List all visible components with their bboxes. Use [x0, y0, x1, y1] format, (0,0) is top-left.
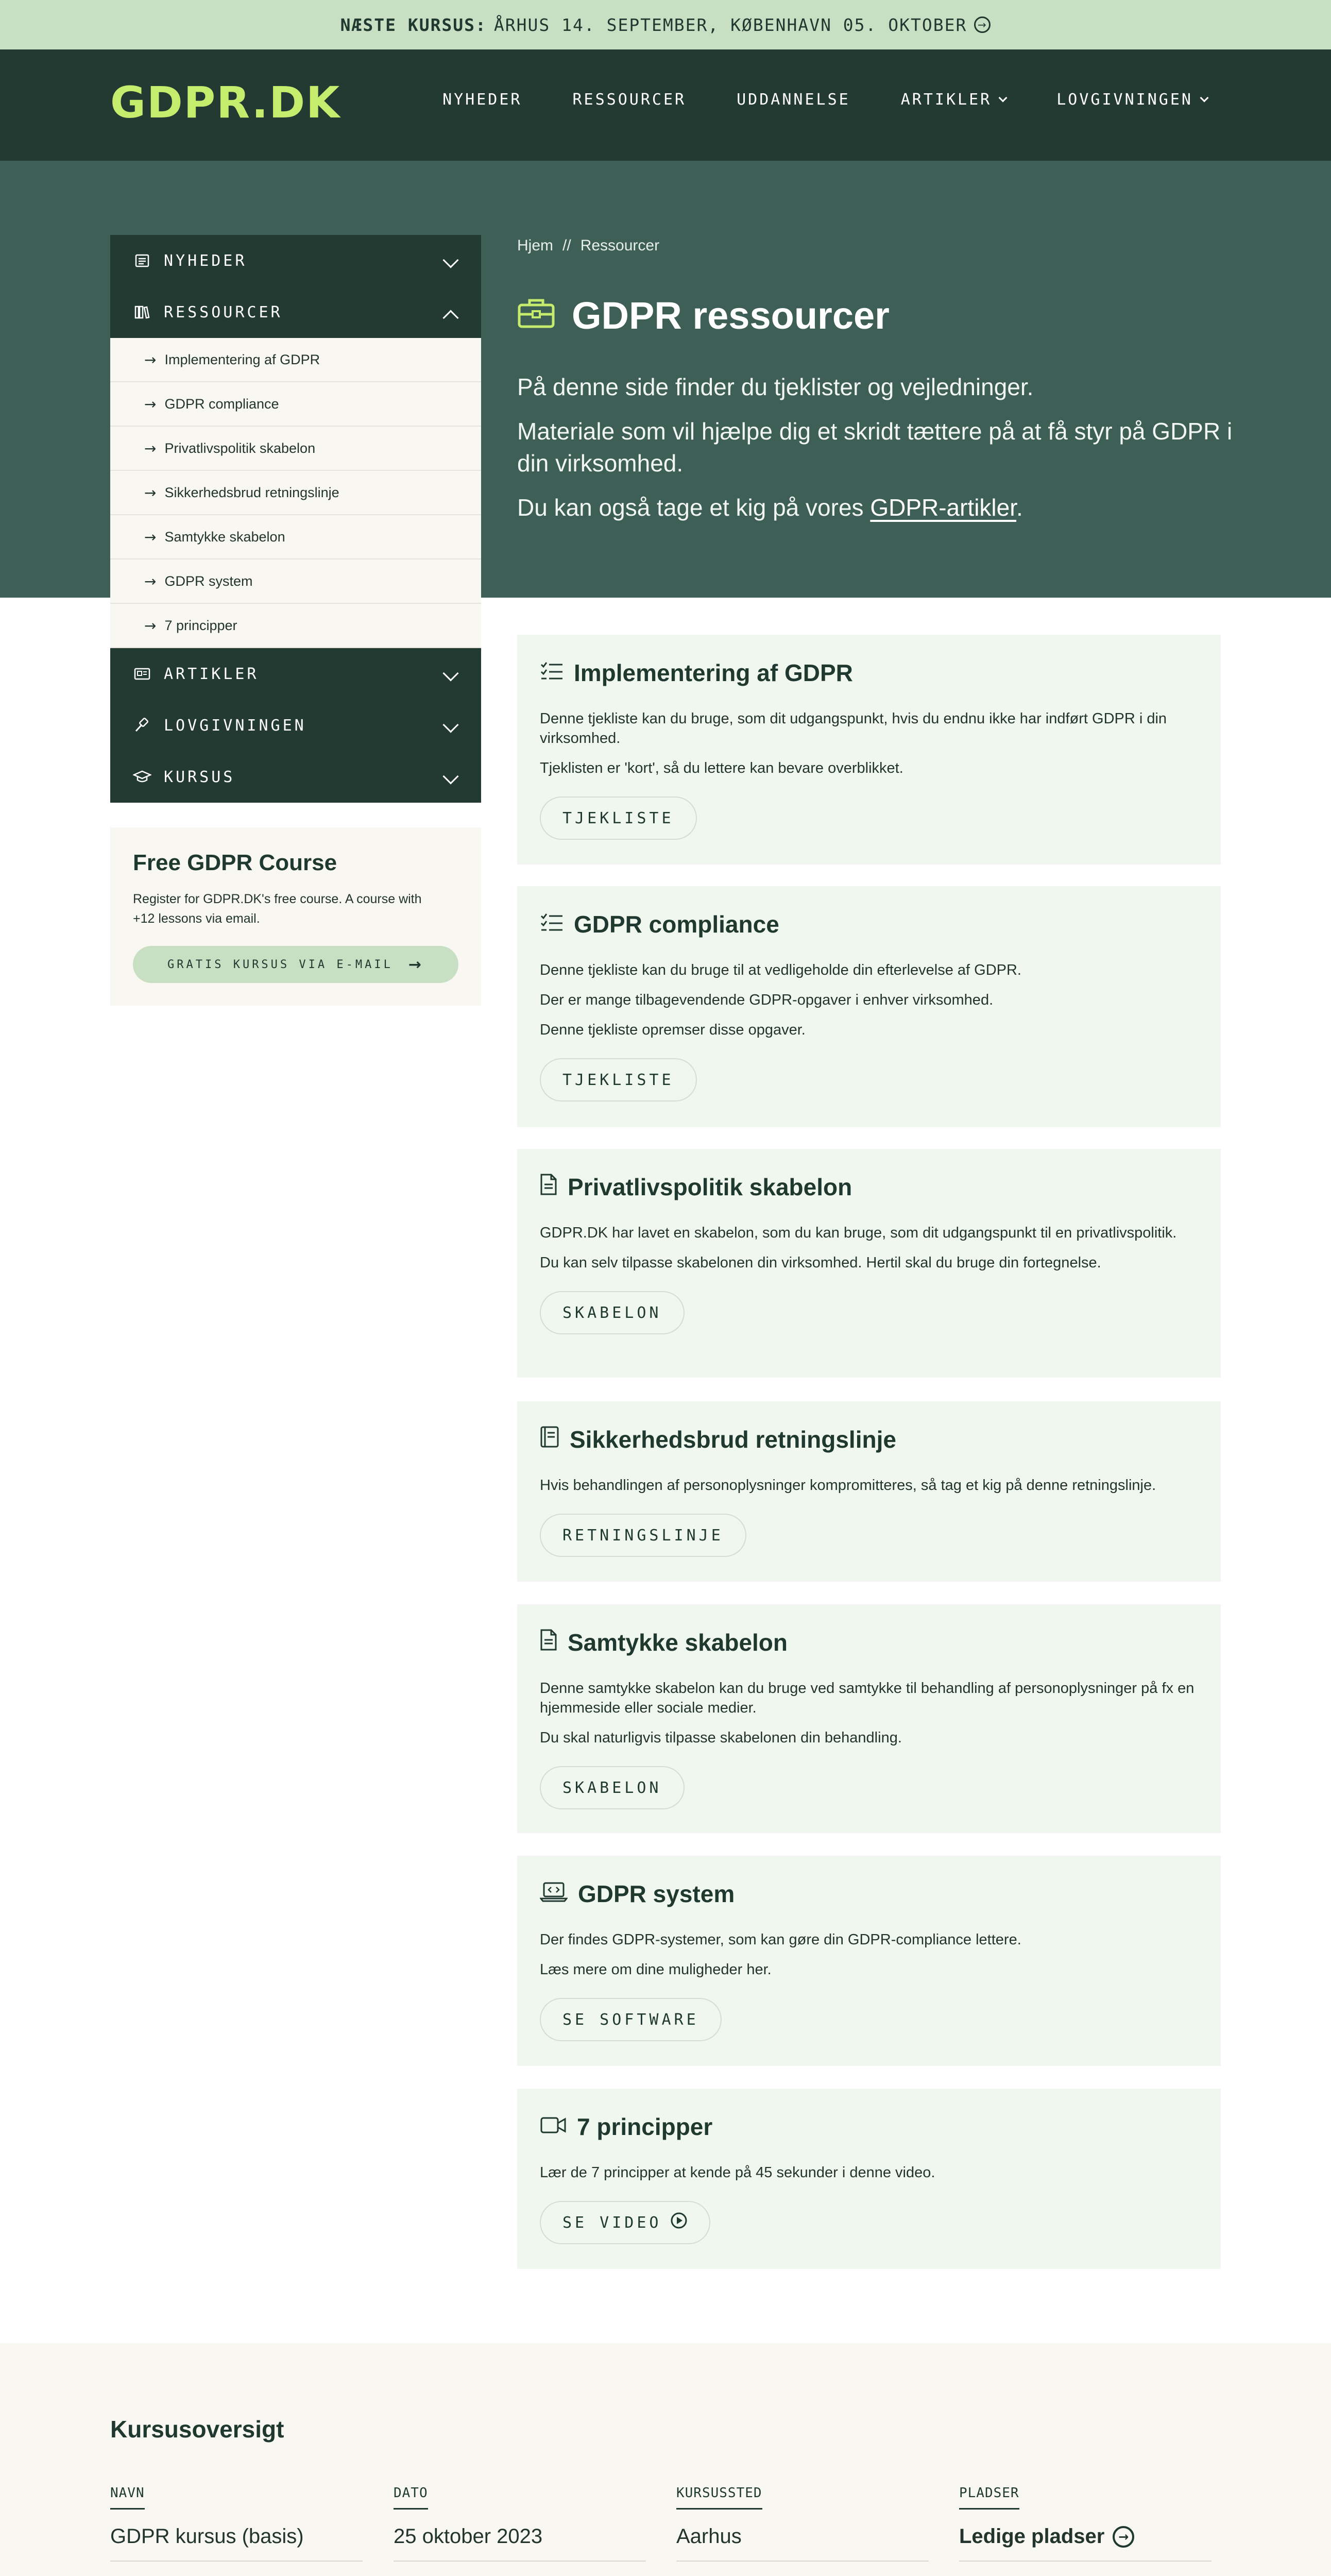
- card-description: [540, 1679, 1198, 1748]
- course-date: 25 oktober 2023: [394, 2525, 646, 2562]
- arrow-right-icon: →: [408, 955, 424, 974]
- card-title: [540, 657, 1198, 688]
- submenu-label: Sikkerhedsbrud retningslinje: [164, 484, 339, 500]
- column-header: DATO: [394, 2485, 428, 2510]
- card-text: Denne tjekliste kan du bruge, som dit udgangspunkt, hvis du endnu ikke har indført GDPR i din virksomhed.: [540, 710, 1167, 747]
- sidebar-item-label: KURSUS: [164, 768, 235, 786]
- sidebar-item-kursus[interactable]: [110, 751, 481, 803]
- card-title: [540, 1172, 1198, 1202]
- hero-paragraph: Materiale som vil hjælpe dig et skridt tættere på at få styr på GDPR i din virksomhed.: [517, 418, 1233, 477]
- promo-text: Register for GDPR.DK's free course. A course with +12 lessons via email.: [133, 892, 422, 926]
- document-icon: [540, 1173, 557, 1201]
- card-title: [540, 909, 1198, 940]
- gdpr-articles-link[interactable]: GDPR-artikler: [870, 494, 1017, 521]
- graduation-cap-icon: [132, 770, 152, 784]
- card-title: [540, 1878, 1198, 1909]
- button-label: SKABELON: [562, 1778, 662, 1797]
- arrow-right-circle-icon: →: [974, 16, 991, 33]
- course-column-location: [676, 2485, 929, 2562]
- video-camera-icon: [540, 2113, 567, 2141]
- card-text: Denne tjekliste opremser disse opgaver.: [540, 1022, 806, 1038]
- card-title-text: Sikkerhedsbrud retningslinje: [570, 1426, 896, 1453]
- column-header: KURSUSSTED: [676, 2485, 762, 2510]
- video-button[interactable]: [540, 2201, 710, 2244]
- nav-item-lovgivningen[interactable]: [1056, 91, 1207, 109]
- card-description: [540, 1476, 1198, 1495]
- nav-label: UDDANNELSE: [737, 91, 850, 109]
- breadcrumb-current: Ressourcer: [580, 237, 660, 254]
- hero-text-segment: Du kan også tage et kig på vores: [517, 494, 871, 521]
- card-text: Denne tjekliste kan du bruge til at vedligeholde din efterlevelse af GDPR.: [540, 962, 1021, 978]
- laptop-code-icon: [540, 1880, 568, 1908]
- sidebar-item-nyheder[interactable]: [110, 235, 481, 286]
- checklist-icon: [540, 910, 564, 938]
- arrow-right-icon: →: [144, 617, 157, 634]
- card-text: Denne samtykke skabelon kan du bruge ved samtykke til behandling af personoplysninger på fx en hjemmeside eller sociale medier.: [540, 1680, 1195, 1716]
- free-course-button[interactable]: [133, 946, 458, 983]
- course-location: Aarhus: [676, 2525, 929, 2562]
- course-column-seats: [959, 2485, 1211, 2562]
- card-description: [540, 1223, 1198, 1273]
- card-title-text: Implementering af GDPR: [574, 659, 853, 686]
- arrow-right-icon: →: [144, 572, 157, 590]
- page-title-text: GDPR ressourcer: [572, 294, 890, 337]
- column-header: NAVN: [110, 2485, 145, 2510]
- chevron-down-icon: [999, 93, 1008, 102]
- nav-label: LOVGIVNINGEN: [1056, 91, 1193, 109]
- card-title-text: Privatlivspolitik skabelon: [568, 1174, 852, 1200]
- announcement-text[interactable]: ÅRHUS 14. SEPTEMBER, KØBENHAVN 05. OKTOBER: [493, 14, 967, 35]
- available-seats-link[interactable]: [959, 2525, 1211, 2562]
- document-icon: [540, 1629, 557, 1657]
- resource-card-samtykke: [517, 1604, 1221, 1833]
- card-text: Tjeklisten er 'kort', så du lettere kan bevare overblikket.: [540, 760, 903, 776]
- submenu-label: Implementering af GDPR: [164, 351, 320, 367]
- card-title: [540, 1627, 1198, 1658]
- chevron-up-icon: [442, 310, 458, 326]
- submenu-item-samtykke[interactable]: [110, 515, 481, 560]
- nav-item-uddannelse[interactable]: [737, 91, 850, 109]
- arrow-right-icon: →: [144, 484, 157, 501]
- checklist-button[interactable]: [540, 1058, 697, 1101]
- breadcrumb: [517, 237, 659, 255]
- sidebar-item-label: LOVGIVNINGEN: [164, 716, 306, 735]
- arrow-right-icon: →: [144, 351, 157, 368]
- sidebar: [110, 235, 481, 803]
- button-label: SE VIDEO: [562, 2213, 662, 2232]
- card-text: Lær de 7 principper at kende på 45 sekunder i denne video.: [540, 2164, 935, 2181]
- card-description: [540, 709, 1198, 778]
- sidebar-item-artikler[interactable]: [110, 648, 481, 700]
- nav-label: ARTIKLER: [900, 91, 992, 109]
- newspaper-icon: [132, 253, 152, 268]
- chevron-down-icon: [442, 665, 458, 681]
- submenu-item-7-principper[interactable]: [110, 604, 481, 648]
- chevron-down-icon: [442, 252, 458, 268]
- card-description: [540, 2163, 1198, 2182]
- chevron-down-icon: [1200, 93, 1209, 102]
- template-button[interactable]: [540, 1291, 685, 1334]
- announcement-label: NÆSTE KURSUS:: [340, 14, 487, 35]
- column-header: PLADSER: [959, 2485, 1019, 2510]
- card-text: Du kan selv tilpasse skabelonen din virksomhed. Hertil skal du bruge din fortegnelse.: [540, 1255, 1101, 1271]
- submenu-label: GDPR compliance: [164, 396, 279, 412]
- course-column-name: [110, 2485, 363, 2562]
- arrow-right-icon: →: [144, 395, 157, 413]
- checklist-button[interactable]: [540, 796, 697, 840]
- card-text: Der er mange tilbagevendende GDPR-opgaver i enhver virksomhed.: [540, 992, 994, 1008]
- course-overview: [0, 2343, 1331, 2576]
- guideline-button[interactable]: [540, 1514, 746, 1557]
- card-description: [540, 1930, 1198, 1979]
- button-label: SE SOFTWARE: [562, 2010, 699, 2029]
- course-overview-title: Kursusoversigt: [110, 2416, 284, 2443]
- button-label: RETNINGSLINJE: [562, 1526, 724, 1545]
- hero-paragraph: [517, 492, 1238, 523]
- course-column-date: [394, 2485, 646, 2562]
- resource-card-privatlivspolitik: [517, 1149, 1221, 1378]
- course-name[interactable]: GDPR kursus (basis): [110, 2525, 363, 2562]
- card-text: Du skal naturligvis tilpasse skabelonen din behandling.: [540, 1730, 902, 1746]
- free-course-promo: [110, 827, 481, 1006]
- nav-item-ressourcer[interactable]: [573, 91, 687, 109]
- announcement-bar[interactable]: [0, 0, 1331, 49]
- seats-label: Ledige pladser: [959, 2525, 1105, 2548]
- chevron-down-icon: [442, 768, 458, 784]
- card-title-text: Samtykke skabelon: [568, 1629, 788, 1656]
- button-label: TJEKLISTE: [562, 809, 674, 827]
- promo-title: Free GDPR Course: [133, 850, 337, 875]
- submenu-item-privatlivspolitik[interactable]: [110, 427, 481, 471]
- nav-label: RESSOURCER: [572, 91, 687, 109]
- software-button[interactable]: [540, 1998, 722, 2041]
- submenu-label: 7 principper: [164, 617, 237, 633]
- resource-card-gdpr-system: [517, 1856, 1221, 2066]
- gavel-icon: [132, 717, 152, 734]
- submenu-label: GDPR system: [164, 573, 253, 589]
- card-title-text: GDPR compliance: [574, 911, 779, 938]
- hero-intro: [517, 371, 1238, 536]
- arrow-right-icon: →: [144, 439, 157, 457]
- hero-paragraph: På denne side finder du tjeklister og vejledninger.: [517, 374, 1034, 400]
- hero-text-segment: .: [1016, 494, 1023, 521]
- play-circle-icon: [670, 2212, 688, 2233]
- template-button[interactable]: [540, 1766, 685, 1809]
- submenu-label: Privatlivspolitik skabelon: [164, 440, 316, 456]
- card-text: Hvis behandlingen af personoplysninger kompromitteres, så tag et kig på denne retningslinje.: [540, 1477, 1156, 1494]
- submenu-item-sikkerhedsbrud[interactable]: [110, 471, 481, 515]
- sidebar-item-label: RESSOURCER: [164, 303, 283, 321]
- arrow-right-circle-icon: →: [1113, 2526, 1134, 2548]
- checklist-icon: [540, 659, 564, 687]
- page-title: [517, 294, 890, 337]
- article-icon: [132, 667, 152, 681]
- submenu-item-implementering[interactable]: [110, 338, 481, 382]
- button-label: GRATIS KURSUS VIA E-MAIL: [167, 958, 393, 971]
- resources-submenu: [110, 338, 481, 648]
- submenu-item-compliance[interactable]: [110, 382, 481, 427]
- guideline-icon: [540, 1426, 559, 1454]
- nav-item-artikler[interactable]: [901, 91, 1006, 109]
- breadcrumb-separator: //: [562, 237, 571, 254]
- sidebar-item-ressourcer[interactable]: [110, 286, 481, 338]
- card-title: [540, 1424, 1198, 1455]
- site-logo[interactable]: GDPR.DK: [110, 77, 341, 128]
- card-title: [540, 2111, 1198, 2142]
- submenu-label: Samtykke skabelon: [164, 529, 285, 545]
- card-title-text: GDPR system: [578, 1880, 735, 1907]
- nav-label: NYHEDER: [442, 91, 522, 109]
- site-header: [0, 49, 1331, 161]
- main-nav: [442, 91, 1207, 109]
- books-icon: [132, 304, 152, 320]
- button-label: SKABELON: [562, 1303, 662, 1322]
- resource-card-sikkerhedsbrud: [517, 1401, 1221, 1582]
- toolbox-icon: [517, 294, 555, 337]
- breadcrumb-home[interactable]: Hjem: [517, 237, 554, 254]
- nav-item-nyheder[interactable]: [442, 91, 522, 109]
- resource-card-implementering: [517, 635, 1221, 865]
- card-text: GDPR.DK har lavet en skabelon, som du kan bruge, som dit udgangspunkt til en privatlivspolitik.: [540, 1225, 1177, 1241]
- resource-card-7-principper: [517, 2089, 1221, 2269]
- card-text: Læs mere om dine muligheder her.: [540, 1961, 772, 1978]
- chevron-down-icon: [442, 717, 458, 733]
- arrow-right-icon: →: [144, 528, 157, 546]
- submenu-item-gdpr-system[interactable]: [110, 560, 481, 604]
- sidebar-item-label: NYHEDER: [164, 251, 247, 270]
- sidebar-item-lovgivningen[interactable]: [110, 700, 481, 751]
- card-title-text: 7 principper: [577, 2113, 713, 2140]
- sidebar-item-label: ARTIKLER: [164, 665, 259, 683]
- card-text: Der findes GDPR-systemer, som kan gøre din GDPR-compliance lettere.: [540, 1931, 1021, 1948]
- resource-card-compliance: [517, 886, 1221, 1127]
- card-description: [540, 960, 1198, 1040]
- button-label: TJEKLISTE: [562, 1071, 674, 1089]
